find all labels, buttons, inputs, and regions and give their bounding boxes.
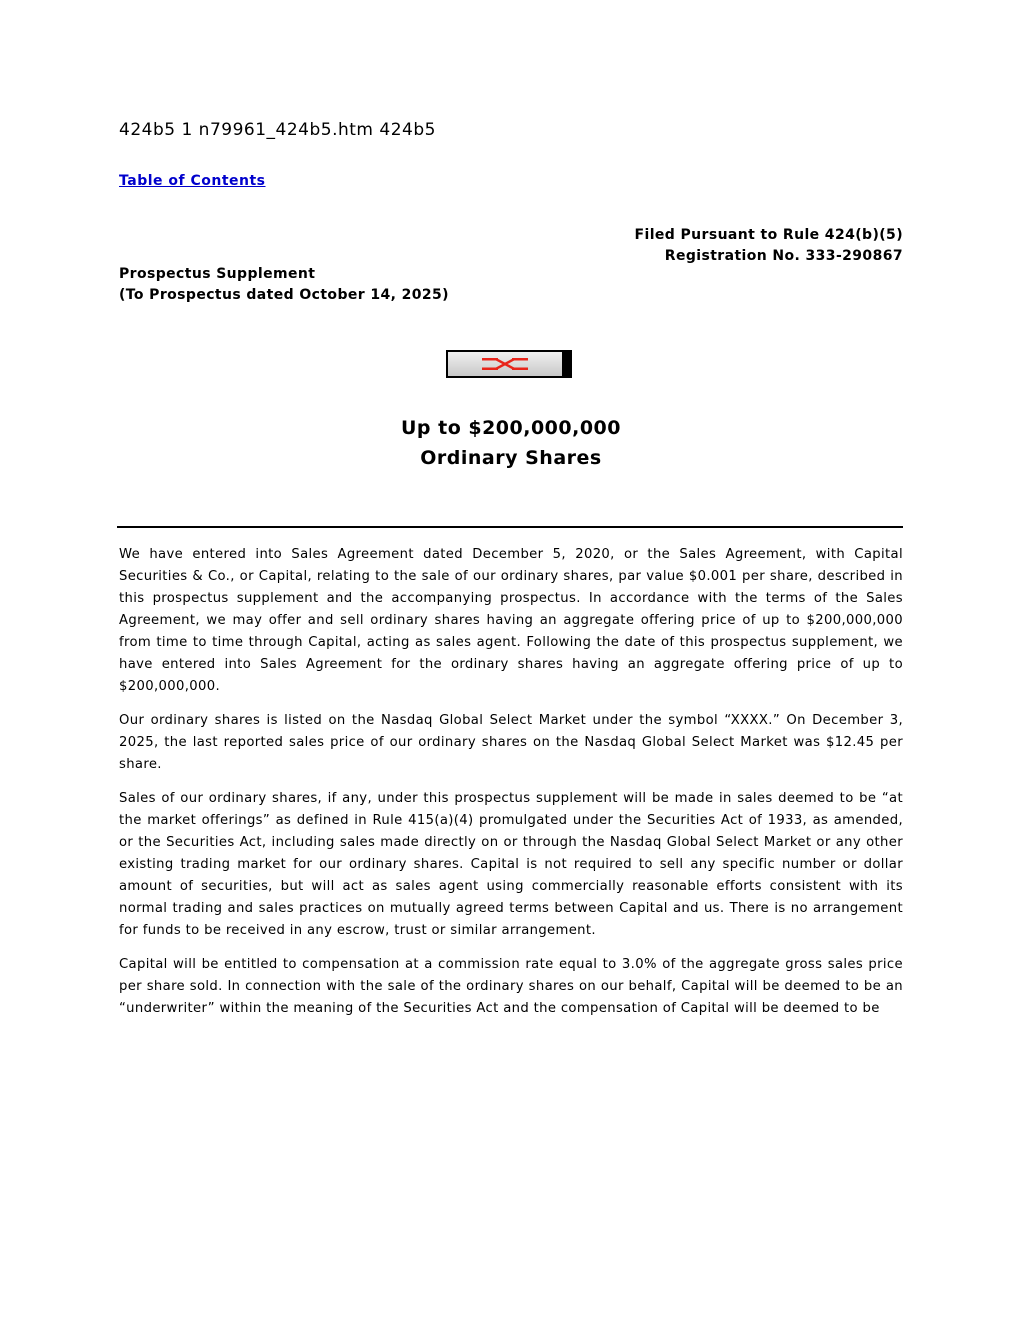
- company-logo: [446, 350, 572, 378]
- company-logo-icon: [448, 352, 562, 376]
- offering-amount: Up to $200,000,000: [400, 417, 622, 439]
- file-header-line: 424b5 1 n79961_424b5.htm 424b5: [119, 120, 436, 140]
- offering-security: Ordinary Shares: [420, 447, 602, 469]
- supplement-title: Prospectus Supplement: [119, 266, 316, 282]
- body-paragraph-listing: Our ordinary shares is listed on the Nasdaq Global Select Market under the symbol “XXXX.” On December 3, 2025, the last reported sales price of our ordinary shares on the Nasdaq Global Select Market was $12.45 per share.: [119, 713, 903, 772]
- horizontal-divider: [117, 526, 903, 528]
- filing-rule-line: Filed Pursuant to Rule 424(b)(5): [634, 227, 903, 243]
- body-paragraph-sales-agreement: We have entered into Sales Agreement dated December 5, 2020, or the Sales Agreement, with Capital Securities & Co., or Capital, relating to the sale of our ordinary shares, par value $0.001 per share, described in this prospectus supplement and the accompanying prospectus. In accordance with the terms of the Sales Agreement, we may offer and sell ordinary shares having an aggregate offering price of up to $200,000,000 from time to time through Capital, acting as sales agent. Following the date of this prospectus supplement, we have entered into Sales Agreement for the ordinary shares having an aggregate offering price of up to $200,000,000.: [119, 547, 903, 694]
- body-paragraph-sales-method: Sales of our ordinary shares, if any, under this prospectus supplement will be made in sales deemed to be “at the market offerings” as defined in Rule 415(a)(4) promulgated under the Securities Act of 1933, as amended, or the Securities Act, including sales made directly on or through the Nasdaq Global Select Market or any other existing trading market for our ordinary shares. Capital is not required to sell any specific number or dollar amount of securities, but will act as sales agent using commercially reasonable efforts consistent with its normal trading and sales practices on mutually agreed terms between Capital and us. There is no arrangement for funds to be received in any escrow, trust or similar arrangement.: [119, 791, 903, 938]
- filing-info: [635, 225, 903, 267]
- offering-title: [119, 413, 903, 473]
- prospectus-body: [119, 544, 903, 1032]
- supplement-date: (To Prospectus dated October 14, 2025): [119, 287, 449, 303]
- registration-number-line: Registration No. 333-290867: [664, 248, 903, 264]
- body-paragraph-compensation: Capital will be entitled to compensation at a commission rate equal to 3.0% of the aggregate gross sales price per share sold. In connection with the sale of the ordinary shares on our behalf, Capital will be deemed to be an “underwriter” within the meaning of the Securities Act and the compensation of Capital will be deemed to be: [119, 957, 903, 1016]
- prospectus-supplement-heading: [119, 264, 449, 306]
- table-of-contents-link[interactable]: Table of Contents: [119, 173, 266, 189]
